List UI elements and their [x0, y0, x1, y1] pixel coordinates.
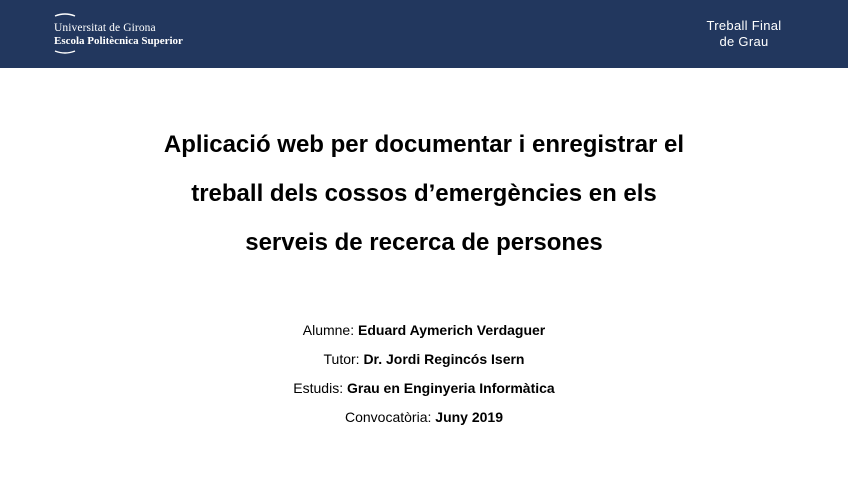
studies-row: [124, 374, 724, 403]
university-logo: [54, 13, 214, 55]
studies-label: Estudis:: [293, 380, 347, 396]
document-type-line-2: de Grau: [719, 34, 769, 49]
thesis-title-line-1: Aplicació web per documentar i enregistrar el: [163, 131, 685, 158]
thesis-title-line-2: treball dels cossos d’emergències en els: [191, 180, 657, 207]
call-date: Juny 2019: [435, 409, 503, 425]
student-name: Eduard Aymerich Verdaguer: [358, 322, 546, 338]
call-label: Convocatòria:: [345, 409, 436, 425]
document-type: [694, 18, 794, 50]
student-label: Alumne:: [302, 322, 358, 338]
logo-school-name: Escola Politècnica Superior: [54, 35, 183, 47]
call-row: [124, 403, 724, 432]
thesis-info: [124, 316, 724, 432]
student-row: [124, 316, 724, 345]
tutor-row: [124, 345, 724, 374]
studies-name: Grau en Enginyeria Informàtica: [346, 380, 555, 396]
logo-university-name: Universitat de Girona: [54, 22, 156, 34]
thesis-title-line-3: serveis de recerca de persones: [245, 229, 603, 256]
logo-top-mark-icon: [54, 13, 76, 17]
tutor-label: Tutor:: [323, 351, 364, 367]
tutor-name: Dr. Jordi Regincós Isern: [363, 351, 525, 367]
logo-bottom-mark-icon: [54, 50, 76, 54]
header-bar: [0, 0, 848, 68]
thesis-title: [60, 120, 788, 267]
document-type-line-1: Treball Final: [706, 18, 782, 33]
